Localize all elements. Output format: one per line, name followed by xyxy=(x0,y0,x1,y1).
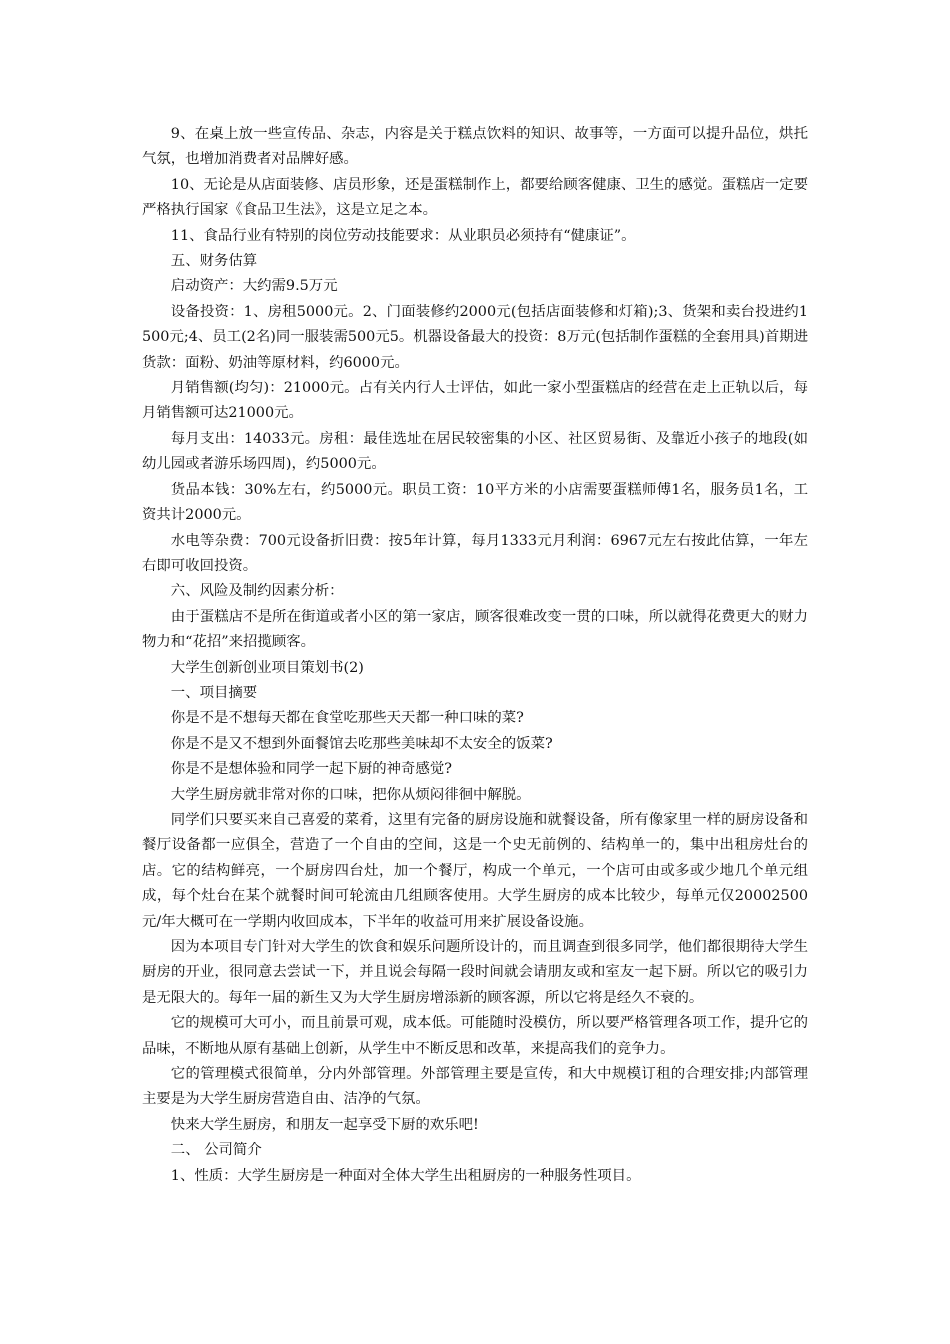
paragraph-nature: 1、性质：大学生厨房是一种面对全体大学生出租厨房的一种服务性项目。 xyxy=(170,1167,641,1184)
paragraph-startup-capital: 启动资产：大约需9.5万元 xyxy=(170,278,338,295)
document-page xyxy=(142,122,808,1189)
paragraph-monthly-sales: 月销售额(均匀)：21000元。占有关内行人士评估，如此一家小型蛋糕店的经营在走上正轨以后，每月销售额可达21000元。 xyxy=(142,380,808,422)
paragraph-target-students: 因为本项目专门针对大学生的饮食和娱乐问题所设计的，而且调查到很多同学，他们都很期待大学生厨房的开业，很同意去尝试一下，并且说会每隔一段时间就会请朋友或和室友一起下厨。所以它的吸引力是无限大的。每年一届的新生又为大学生厨房增添新的顾客源，所以它将是经久不衰的。 xyxy=(142,939,808,1006)
section-heading-project-summary: 一、项目摘要 xyxy=(170,684,258,701)
paragraph-kitchen-intro: 大学生厨房就非常对你的口味，把你从烦闷徘徊中解脱。 xyxy=(170,786,531,803)
section-heading-financial-estimate: 五、财务估算 xyxy=(170,253,258,270)
paragraph-kitchen-facilities: 同学们只要买来自己喜爱的菜肴，这里有完备的厨房设施和就餐设备，所有像家里一样的厨房设备和餐厅设备都一应俱全，营造了一个自由的空间，这是一个史无前例的、结构单一的，集中出租房灶台的店。它的结构鲜亮，一个厨房四台灶，加一个餐厅，构成一个单元，一个店可由或多或少地几个单元组成，每个灶台在某个就餐时间可轮流由几组顾客使用。大学生厨房的成本比较少，每单元仅20002500元/年大概可在一学期内收回成本，下半年的收益可用来扩展设备设施。 xyxy=(142,811,808,930)
paragraph-goods-cost: 货品本钱：30%左右，约5000元。职员工资：10平方米的小店需要蛋糕师傅1名，服务员1名，工资共计2000元。 xyxy=(142,481,808,524)
paragraph-question-1: 你是不是不想每天都在食堂吃那些天天都一种口味的菜? xyxy=(170,710,524,727)
paragraph-equipment-investment: 设备投资：1、房租5000元。2、门面装修约2000元(包括店面装修和灯箱);3、货架和卖台投进约1500元;4、员工(2名)同一服装需500元5。机器设备最大的投资：8万元(包括制作蛋糕的全套用具)首期进货款：面粉、奶油等原材料，约6000元。 xyxy=(142,303,808,371)
paragraph-scale: 它的规模可大可小，而且前景可观，成本低。可能随时没模仿，所以要严格管理各项工作，提升它的品味，不断地从原有基础上创新，从学生中不断反思和改革，来提高我们的竞争力。 xyxy=(142,1015,808,1057)
section-heading-risk-analysis: 六、风险及制约因素分析： xyxy=(170,583,344,600)
paragraph-monthly-expenses: 每月支出：14033元。房租：最佳选址在居民较密集的小区、社区贸易街、及靠近小孩子的地段(如幼儿园或者游乐场四周)，约5000元。 xyxy=(142,430,808,473)
section-heading-company-profile: 二、 公司简介 xyxy=(170,1142,262,1159)
paragraph-invitation: 快来大学生厨房，和朋友一起享受下厨的欢乐吧! xyxy=(170,1116,479,1133)
paragraph-9-display-materials: 9、在桌上放一些宣传品、杂志，内容是关于糕点饮料的知识、故事等，一方面可以提升品位，烘托气氛，也增加消费者对品牌好感。 xyxy=(142,126,808,168)
paragraph-10-hygiene: 10、无论是从店面装修、店员形象，还是蛋糕制作上，都要给顾客健康、卫生的感觉。蛋糕店一定要严格执行国家《食品卫生法》，这是立足之本。 xyxy=(142,176,808,219)
document-subtitle-plan-2: 大学生创新创业项目策划书(2) xyxy=(170,659,364,676)
paragraph-risk: 由于蛋糕店不是所在街道或者小区的第一家店，顾客很难改变一贯的口味，所以就得花费更大的财力物力和“花招”来招揽顾客。 xyxy=(142,608,808,651)
paragraph-question-2: 你是不是又不想到外面餐馆去吃那些美味却不太安全的饭菜? xyxy=(170,735,553,752)
paragraph-11-health-certificate: 11、食品行业有特别的岗位劳动技能要求：从业职员必须持有“健康证”。 xyxy=(170,227,636,244)
paragraph-question-3: 你是不是想体验和同学一起下厨的神奇感觉? xyxy=(170,761,452,778)
paragraph-management: 它的管理模式很简单，分内外部管理。外部管理主要是宣传，和大中规模订租的合理安排;内部管理主要是为大学生厨房营造自由、洁净的气氛。 xyxy=(142,1066,808,1108)
paragraph-utilities: 水电等杂费：700元设备折旧费：按5年计算，每月1333元月利润：6967元左右按此估算，一年左右即可收回投资。 xyxy=(142,532,808,574)
